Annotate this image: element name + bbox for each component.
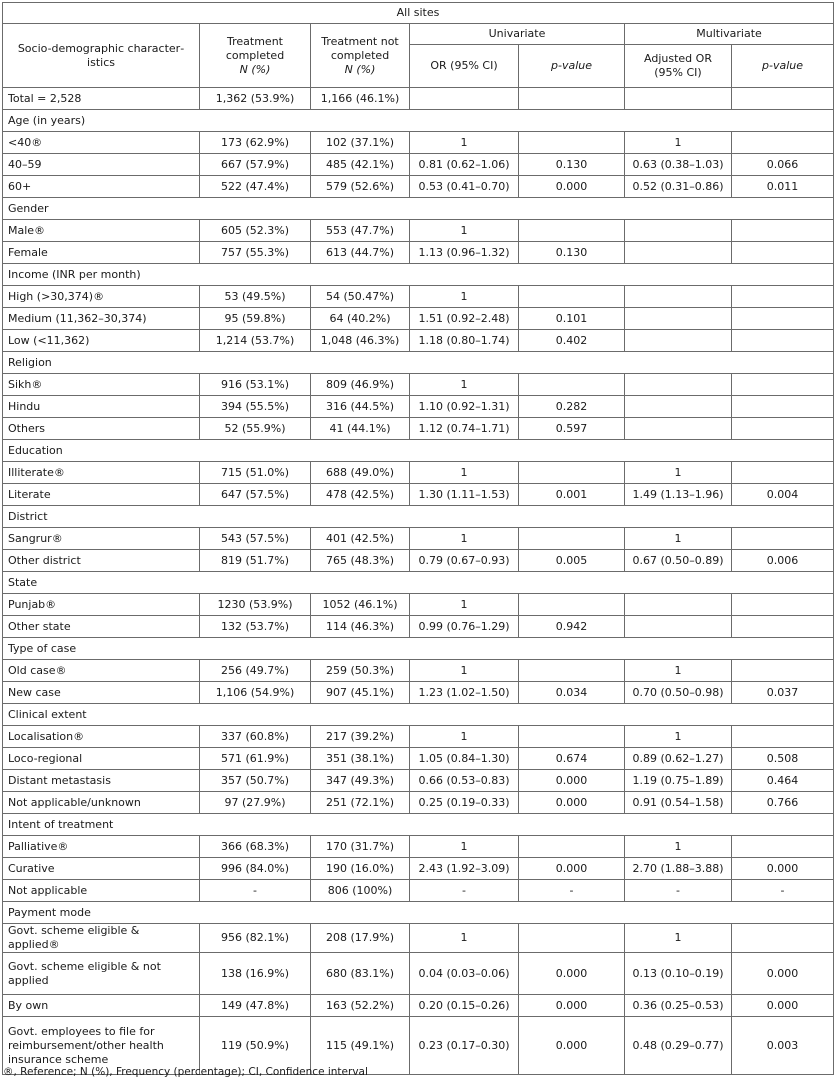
row-label: <40® bbox=[3, 132, 200, 154]
cell-not-completed: 688 (49.0%) bbox=[311, 462, 410, 484]
cell-completed: 1,106 (54.9%) bbox=[200, 682, 311, 704]
cell-not-completed: 115 (49.1%) bbox=[311, 1017, 410, 1075]
cell-completed: 394 (55.5%) bbox=[200, 396, 311, 418]
cell-adjusted-p-value: 0.508 bbox=[732, 748, 834, 770]
cell-adjusted-or: - bbox=[625, 880, 732, 902]
table-row bbox=[3, 308, 834, 330]
cell-adjusted-or: 0.36 (0.25–0.53) bbox=[625, 995, 732, 1017]
row-label: Medium (11,362–30,374) bbox=[3, 308, 200, 330]
row-label: Punjab® bbox=[3, 594, 200, 616]
cell-adjusted-p-value: 0.003 bbox=[732, 1017, 834, 1075]
cell-p-value bbox=[519, 528, 625, 550]
cell-p-value: 0.001 bbox=[519, 484, 625, 506]
cell-or: 1 bbox=[410, 286, 519, 308]
cell-or: 0.25 (0.19–0.33) bbox=[410, 792, 519, 814]
section-title: District bbox=[3, 506, 834, 528]
cell-or: 1 bbox=[410, 528, 519, 550]
cell-or: 0.53 (0.41–0.70) bbox=[410, 176, 519, 198]
cell-not-completed: 190 (16.0%) bbox=[311, 858, 410, 880]
section-header-row bbox=[3, 198, 834, 220]
header-treatment-not-completed bbox=[311, 24, 410, 88]
row-label: Localisation® bbox=[3, 726, 200, 748]
cell-completed: 522 (47.4%) bbox=[200, 176, 311, 198]
cell-or: 1.05 (0.84–1.30) bbox=[410, 748, 519, 770]
cell-not-completed: 347 (49.3%) bbox=[311, 770, 410, 792]
cell-or: 0.04 (0.03–0.06) bbox=[410, 953, 519, 995]
cell-or: 1 bbox=[410, 374, 519, 396]
cell-adjusted-or bbox=[625, 374, 732, 396]
cell-completed: - bbox=[200, 880, 311, 902]
cell-p-value: 0.000 bbox=[519, 792, 625, 814]
cell-p-value: 0.000 bbox=[519, 995, 625, 1017]
cell-adjusted-or bbox=[625, 396, 732, 418]
section-title: State bbox=[3, 572, 834, 594]
cell-or: 0.99 (0.76–1.29) bbox=[410, 616, 519, 638]
row-label: Male® bbox=[3, 220, 200, 242]
table-row bbox=[3, 748, 834, 770]
row-label: Other district bbox=[3, 550, 200, 572]
cell-adjusted-or: 1 bbox=[625, 528, 732, 550]
cell-not-completed: 613 (44.7%) bbox=[311, 242, 410, 264]
cell-adjusted-p-value bbox=[732, 242, 834, 264]
cell-adjusted-or bbox=[625, 330, 732, 352]
table-title: All sites bbox=[3, 3, 834, 24]
cell-not-completed: 217 (39.2%) bbox=[311, 726, 410, 748]
cell-completed: 667 (57.9%) bbox=[200, 154, 311, 176]
cell-adjusted-or: 1 bbox=[625, 924, 732, 953]
cell-completed: 366 (68.3%) bbox=[200, 836, 311, 858]
total-empty-cell bbox=[410, 88, 519, 110]
cell-p-value: 0.130 bbox=[519, 154, 625, 176]
cell-not-completed: 54 (50.47%) bbox=[311, 286, 410, 308]
cell-p-value bbox=[519, 286, 625, 308]
header-treatment-completed bbox=[200, 24, 311, 88]
row-label: Govt. scheme eligible & not applied bbox=[3, 953, 200, 995]
section-header-row bbox=[3, 506, 834, 528]
cell-not-completed: 1,048 (46.3%) bbox=[311, 330, 410, 352]
section-header-row bbox=[3, 902, 834, 924]
cell-p-value: 0.000 bbox=[519, 1017, 625, 1075]
title-row bbox=[3, 3, 834, 24]
row-label: 40–59 bbox=[3, 154, 200, 176]
cell-adjusted-p-value bbox=[732, 286, 834, 308]
cell-completed: 571 (61.9%) bbox=[200, 748, 311, 770]
section-header-row bbox=[3, 110, 834, 132]
cell-or: 1 bbox=[410, 660, 519, 682]
cell-or: 0.66 (0.53–0.83) bbox=[410, 770, 519, 792]
row-label: Female bbox=[3, 242, 200, 264]
cell-completed: 52 (55.9%) bbox=[200, 418, 311, 440]
header-characteristics: Socio-demographic characteristics bbox=[3, 24, 200, 88]
cell-adjusted-or: 1 bbox=[625, 462, 732, 484]
section-title: Type of case bbox=[3, 638, 834, 660]
cell-adjusted-p-value: 0.000 bbox=[732, 995, 834, 1017]
cell-adjusted-p-value bbox=[732, 418, 834, 440]
cell-p-value: 0.942 bbox=[519, 616, 625, 638]
section-title: Clinical extent bbox=[3, 704, 834, 726]
section-title: Gender bbox=[3, 198, 834, 220]
table-row bbox=[3, 132, 834, 154]
header-multivariate: Multivariate bbox=[625, 24, 834, 45]
section-header-row bbox=[3, 440, 834, 462]
cell-adjusted-p-value bbox=[732, 132, 834, 154]
cell-completed: 605 (52.3%) bbox=[200, 220, 311, 242]
cell-adjusted-p-value bbox=[732, 220, 834, 242]
cell-completed: 956 (82.1%) bbox=[200, 924, 311, 953]
row-label: 60+ bbox=[3, 176, 200, 198]
cell-not-completed: 485 (42.1%) bbox=[311, 154, 410, 176]
row-label: High (>30,374)® bbox=[3, 286, 200, 308]
section-title: Education bbox=[3, 440, 834, 462]
table-row bbox=[3, 594, 834, 616]
cell-p-value bbox=[519, 374, 625, 396]
cell-adjusted-p-value bbox=[732, 528, 834, 550]
table-row bbox=[3, 858, 834, 880]
table-row bbox=[3, 726, 834, 748]
cell-adjusted-or bbox=[625, 286, 732, 308]
row-label: Curative bbox=[3, 858, 200, 880]
cell-adjusted-p-value: 0.000 bbox=[732, 858, 834, 880]
cell-completed: 1230 (53.9%) bbox=[200, 594, 311, 616]
cell-or: 1.30 (1.11–1.53) bbox=[410, 484, 519, 506]
cell-p-value: 0.674 bbox=[519, 748, 625, 770]
cell-adjusted-p-value bbox=[732, 396, 834, 418]
cell-adjusted-or: 0.63 (0.38–1.03) bbox=[625, 154, 732, 176]
cell-adjusted-p-value: 0.066 bbox=[732, 154, 834, 176]
total-not-completed: 1,166 (46.1%) bbox=[311, 88, 410, 110]
cell-not-completed: 208 (17.9%) bbox=[311, 924, 410, 953]
row-label: Sangrur® bbox=[3, 528, 200, 550]
cell-adjusted-or: 1 bbox=[625, 836, 732, 858]
cell-adjusted-p-value: 0.037 bbox=[732, 682, 834, 704]
cell-adjusted-p-value bbox=[732, 330, 834, 352]
table-row bbox=[3, 154, 834, 176]
cell-p-value: 0.130 bbox=[519, 242, 625, 264]
cell-adjusted-p-value bbox=[732, 308, 834, 330]
cell-or: 0.79 (0.67–0.93) bbox=[410, 550, 519, 572]
total-empty-cell bbox=[732, 88, 834, 110]
cell-completed: 53 (49.5%) bbox=[200, 286, 311, 308]
cell-p-value: 0.000 bbox=[519, 770, 625, 792]
section-header-row bbox=[3, 814, 834, 836]
header-completed-unit: N (%) bbox=[239, 62, 271, 76]
cell-or: 0.23 (0.17–0.30) bbox=[410, 1017, 519, 1075]
cell-adjusted-p-value bbox=[732, 462, 834, 484]
cell-not-completed: 102 (37.1%) bbox=[311, 132, 410, 154]
cell-or: 1 bbox=[410, 836, 519, 858]
cell-completed: 97 (27.9%) bbox=[200, 792, 311, 814]
cell-completed: 132 (53.7%) bbox=[200, 616, 311, 638]
table-row bbox=[3, 484, 834, 506]
cell-adjusted-or: 0.67 (0.50–0.89) bbox=[625, 550, 732, 572]
section-header-row bbox=[3, 572, 834, 594]
cell-adjusted-or: 1.49 (1.13–1.96) bbox=[625, 484, 732, 506]
header-adjusted-or: Adjusted OR (95% CI) bbox=[625, 45, 732, 88]
cell-not-completed: 316 (44.5%) bbox=[311, 396, 410, 418]
cell-not-completed: 907 (45.1%) bbox=[311, 682, 410, 704]
cell-completed: 543 (57.5%) bbox=[200, 528, 311, 550]
cell-adjusted-p-value: 0.006 bbox=[732, 550, 834, 572]
cell-completed: 996 (84.0%) bbox=[200, 858, 311, 880]
table-row bbox=[3, 836, 834, 858]
table-row bbox=[3, 995, 834, 1017]
cell-adjusted-or: 0.89 (0.62–1.27) bbox=[625, 748, 732, 770]
cell-adjusted-p-value bbox=[732, 374, 834, 396]
cell-p-value: 0.000 bbox=[519, 858, 625, 880]
cell-p-value bbox=[519, 924, 625, 953]
cell-not-completed: 1052 (46.1%) bbox=[311, 594, 410, 616]
cell-or: 1 bbox=[410, 220, 519, 242]
table-row bbox=[3, 374, 834, 396]
row-label: Govt. scheme eligible & applied® bbox=[3, 924, 200, 953]
cell-adjusted-p-value bbox=[732, 616, 834, 638]
cell-not-completed: 163 (52.2%) bbox=[311, 995, 410, 1017]
row-label: Distant metastasis bbox=[3, 770, 200, 792]
cell-or: 1.13 (0.96–1.32) bbox=[410, 242, 519, 264]
cell-completed: 337 (60.8%) bbox=[200, 726, 311, 748]
table-row bbox=[3, 462, 834, 484]
row-label: Hindu bbox=[3, 396, 200, 418]
cell-adjusted-or: 1 bbox=[625, 132, 732, 154]
cell-or: 1 bbox=[410, 462, 519, 484]
cell-or: 1.23 (1.02–1.50) bbox=[410, 682, 519, 704]
table-body bbox=[3, 110, 834, 1075]
table-row bbox=[3, 550, 834, 572]
header-univariate: Univariate bbox=[410, 24, 625, 45]
cell-adjusted-p-value: 0.011 bbox=[732, 176, 834, 198]
row-label: By own bbox=[3, 995, 200, 1017]
cell-adjusted-or: 0.70 (0.50–0.98) bbox=[625, 682, 732, 704]
cell-adjusted-or bbox=[625, 308, 732, 330]
cell-not-completed: 170 (31.7%) bbox=[311, 836, 410, 858]
cell-adjusted-or: 1 bbox=[625, 660, 732, 682]
cell-not-completed: 809 (46.9%) bbox=[311, 374, 410, 396]
cell-completed: 916 (53.1%) bbox=[200, 374, 311, 396]
cell-adjusted-or: 0.52 (0.31–0.86) bbox=[625, 176, 732, 198]
cell-adjusted-or: 2.70 (1.88–3.88) bbox=[625, 858, 732, 880]
cell-completed: 357 (50.7%) bbox=[200, 770, 311, 792]
row-label: Palliative® bbox=[3, 836, 200, 858]
cell-p-value: 0.282 bbox=[519, 396, 625, 418]
cell-p-value: 0.000 bbox=[519, 176, 625, 198]
total-empty-cell bbox=[519, 88, 625, 110]
cell-not-completed: 259 (50.3%) bbox=[311, 660, 410, 682]
cell-p-value: 0.101 bbox=[519, 308, 625, 330]
row-label: Govt. employees to file for reimbursement/other health insurance scheme bbox=[3, 1017, 200, 1075]
cell-adjusted-p-value: 0.766 bbox=[732, 792, 834, 814]
cell-adjusted-or: 1 bbox=[625, 726, 732, 748]
cell-adjusted-p-value: 0.000 bbox=[732, 953, 834, 995]
total-empty-cell bbox=[625, 88, 732, 110]
cell-completed: 149 (47.8%) bbox=[200, 995, 311, 1017]
cell-p-value bbox=[519, 132, 625, 154]
cell-adjusted-or bbox=[625, 594, 732, 616]
cell-p-value bbox=[519, 220, 625, 242]
cell-or: 1.18 (0.80–1.74) bbox=[410, 330, 519, 352]
cell-completed: 757 (55.3%) bbox=[200, 242, 311, 264]
cell-p-value bbox=[519, 836, 625, 858]
cell-not-completed: 41 (44.1%) bbox=[311, 418, 410, 440]
cell-not-completed: 680 (83.1%) bbox=[311, 953, 410, 995]
cell-adjusted-or: 0.48 (0.29–0.77) bbox=[625, 1017, 732, 1075]
cell-or: 1 bbox=[410, 132, 519, 154]
table-row bbox=[3, 176, 834, 198]
table-row bbox=[3, 660, 834, 682]
cell-not-completed: 579 (52.6%) bbox=[311, 176, 410, 198]
results-table-container bbox=[2, 2, 833, 1075]
cell-p-value: - bbox=[519, 880, 625, 902]
cell-adjusted-p-value bbox=[732, 726, 834, 748]
header-not-completed-label: Treatment not completed bbox=[321, 34, 399, 62]
header-completed-label: Treatment completed bbox=[225, 34, 285, 62]
cell-or: 0.20 (0.15–0.26) bbox=[410, 995, 519, 1017]
table-row bbox=[3, 953, 834, 995]
cell-completed: 173 (62.9%) bbox=[200, 132, 311, 154]
row-label: Other state bbox=[3, 616, 200, 638]
cell-or: 0.81 (0.62–1.06) bbox=[410, 154, 519, 176]
cell-completed: 715 (51.0%) bbox=[200, 462, 311, 484]
table-row bbox=[3, 770, 834, 792]
cell-adjusted-or bbox=[625, 418, 732, 440]
cell-not-completed: 806 (100%) bbox=[311, 880, 410, 902]
cell-adjusted-p-value bbox=[732, 594, 834, 616]
row-label: Literate bbox=[3, 484, 200, 506]
cell-or: 1.12 (0.74–1.71) bbox=[410, 418, 519, 440]
cell-not-completed: 64 (40.2%) bbox=[311, 308, 410, 330]
table-row bbox=[3, 924, 834, 953]
table-row bbox=[3, 880, 834, 902]
total-row bbox=[3, 88, 834, 110]
cell-not-completed: 478 (42.5%) bbox=[311, 484, 410, 506]
cell-adjusted-p-value: 0.004 bbox=[732, 484, 834, 506]
cell-p-value bbox=[519, 660, 625, 682]
table-row bbox=[3, 286, 834, 308]
table-row bbox=[3, 396, 834, 418]
cell-p-value bbox=[519, 726, 625, 748]
cell-completed: 119 (50.9%) bbox=[200, 1017, 311, 1075]
table-footnote: ®, Reference; N (%), Frequency (percentage); CI, Confidence interval bbox=[3, 1066, 368, 1078]
cell-p-value bbox=[519, 462, 625, 484]
cell-adjusted-p-value bbox=[732, 924, 834, 953]
cell-adjusted-or bbox=[625, 242, 732, 264]
cell-not-completed: 553 (47.7%) bbox=[311, 220, 410, 242]
cell-completed: 256 (49.7%) bbox=[200, 660, 311, 682]
cell-completed: 819 (51.7%) bbox=[200, 550, 311, 572]
table-row bbox=[3, 330, 834, 352]
row-label: Sikh® bbox=[3, 374, 200, 396]
cell-adjusted-p-value: 0.464 bbox=[732, 770, 834, 792]
section-title: Intent of treatment bbox=[3, 814, 834, 836]
row-label: Illiterate® bbox=[3, 462, 200, 484]
header-not-completed-unit: N (%) bbox=[344, 62, 376, 76]
cell-adjusted-p-value bbox=[732, 660, 834, 682]
cell-not-completed: 765 (48.3%) bbox=[311, 550, 410, 572]
cell-adjusted-or: 0.91 (0.54–1.58) bbox=[625, 792, 732, 814]
cell-p-value: 0.402 bbox=[519, 330, 625, 352]
cell-adjusted-p-value bbox=[732, 836, 834, 858]
table-row bbox=[3, 616, 834, 638]
table-row bbox=[3, 220, 834, 242]
header-adjusted-p-value: p-value bbox=[732, 45, 834, 88]
cell-adjusted-or: 1.19 (0.75–1.89) bbox=[625, 770, 732, 792]
section-title: Payment mode bbox=[3, 902, 834, 924]
cell-or: 2.43 (1.92–3.09) bbox=[410, 858, 519, 880]
cell-p-value: 0.597 bbox=[519, 418, 625, 440]
row-label: New case bbox=[3, 682, 200, 704]
row-label: Not applicable bbox=[3, 880, 200, 902]
table-row bbox=[3, 528, 834, 550]
header-row-1 bbox=[3, 24, 834, 45]
cell-or: 1.51 (0.92–2.48) bbox=[410, 308, 519, 330]
cell-p-value: 0.034 bbox=[519, 682, 625, 704]
row-label: Old case® bbox=[3, 660, 200, 682]
cell-adjusted-p-value: - bbox=[732, 880, 834, 902]
cell-not-completed: 251 (72.1%) bbox=[311, 792, 410, 814]
cell-not-completed: 401 (42.5%) bbox=[311, 528, 410, 550]
cell-p-value bbox=[519, 594, 625, 616]
row-label: Not applicable/unknown bbox=[3, 792, 200, 814]
row-label: Loco-regional bbox=[3, 748, 200, 770]
cell-adjusted-or: 0.13 (0.10–0.19) bbox=[625, 953, 732, 995]
row-label: Others bbox=[3, 418, 200, 440]
cell-not-completed: 114 (46.3%) bbox=[311, 616, 410, 638]
cell-p-value: 0.005 bbox=[519, 550, 625, 572]
cell-completed: 138 (16.9%) bbox=[200, 953, 311, 995]
section-header-row bbox=[3, 704, 834, 726]
row-label: Low (<11,362) bbox=[3, 330, 200, 352]
section-header-row bbox=[3, 264, 834, 286]
section-title: Age (in years) bbox=[3, 110, 834, 132]
section-title: Religion bbox=[3, 352, 834, 374]
header-or: OR (95% CI) bbox=[410, 45, 519, 88]
cell-or: 1 bbox=[410, 726, 519, 748]
table-row bbox=[3, 242, 834, 264]
cell-adjusted-or bbox=[625, 220, 732, 242]
table-row bbox=[3, 792, 834, 814]
header-p-value: p-value bbox=[519, 45, 625, 88]
cell-or: 1.10 (0.92–1.31) bbox=[410, 396, 519, 418]
results-table bbox=[2, 2, 834, 1075]
section-header-row bbox=[3, 352, 834, 374]
cell-adjusted-or bbox=[625, 616, 732, 638]
total-completed: 1,362 (53.9%) bbox=[200, 88, 311, 110]
total-label: Total = 2,528 bbox=[3, 88, 200, 110]
cell-or: - bbox=[410, 880, 519, 902]
cell-or: 1 bbox=[410, 924, 519, 953]
cell-completed: 95 (59.8%) bbox=[200, 308, 311, 330]
section-header-row bbox=[3, 638, 834, 660]
cell-completed: 647 (57.5%) bbox=[200, 484, 311, 506]
table-row bbox=[3, 682, 834, 704]
cell-p-value: 0.000 bbox=[519, 953, 625, 995]
cell-not-completed: 351 (38.1%) bbox=[311, 748, 410, 770]
section-title: Income (INR per month) bbox=[3, 264, 834, 286]
table-row bbox=[3, 418, 834, 440]
cell-or: 1 bbox=[410, 594, 519, 616]
cell-completed: 1,214 (53.7%) bbox=[200, 330, 311, 352]
